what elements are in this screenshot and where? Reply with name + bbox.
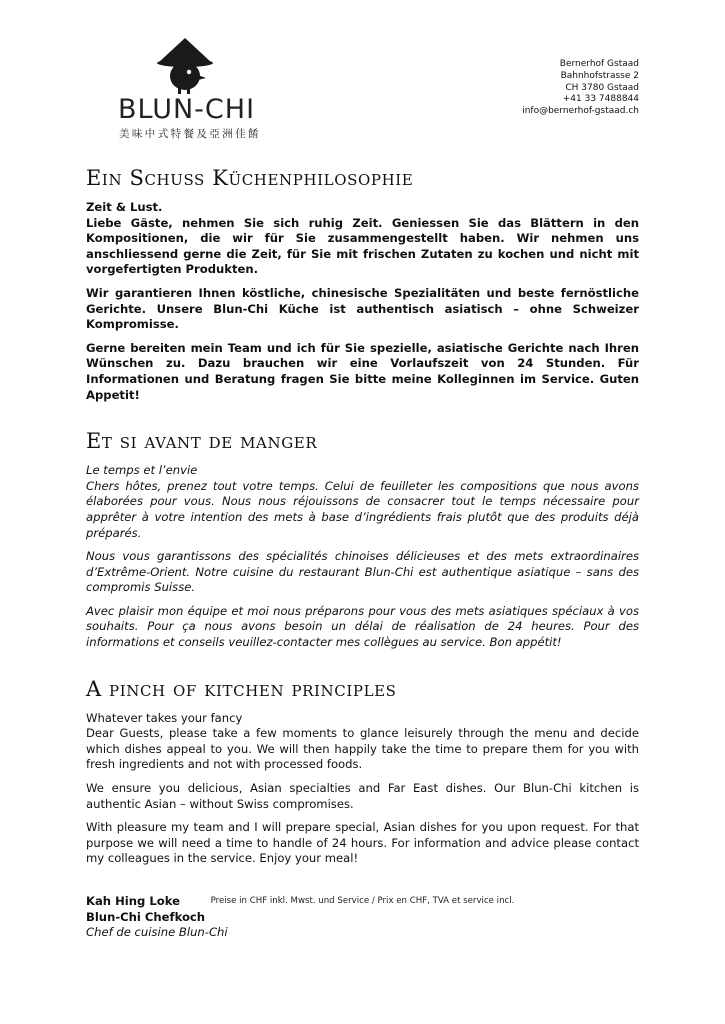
address-block (522, 59, 639, 118)
paragraph: We ensure you delicious, Asian specialties and Far East dishes. Our Blun-Chi kitchen is authentic Asian – without Swiss compromises. (86, 781, 639, 811)
logo-tagline: 美味中式特餐及亞洲佳餚 (119, 128, 261, 140)
paragraph: With pleasure my team and I will prepare special, Asian dishes for you upon request. For that purpose we will need a time to handle of 24 hours. For information and advice please contact my colleagues in the service. Enjoy your meal! (86, 820, 639, 866)
section-heading: Et si avant de manger (86, 429, 318, 454)
paragraph: Whatever takes your fancy Dear Guests, please take a few moments to glance leisurely through the menu and decide which dishes appeal to you. We will then happily take the time to prepare them for you with fresh ingredients and not with processed foods. (86, 710, 639, 772)
signature-role-de: Blun-Chi Chefkoch (86, 909, 206, 924)
section-heading: A pinch of kitchen principles (86, 676, 397, 701)
section-german (86, 166, 639, 403)
address-phone: +41 33 7488844 (562, 94, 639, 105)
address-line: Bernerhof Gstaad (559, 59, 639, 69)
section-heading: Ein Schuss Küchenphilosophie (86, 166, 414, 190)
logo-wordmark: BLUN-CHI (118, 94, 256, 125)
section-english (86, 677, 639, 867)
address-email: info@bernerhof-gstaad.ch (522, 106, 639, 117)
section-french (86, 429, 639, 651)
paragraph: Avec plaisir mon équipe et moi nous préparons pour vous des mets asiatiques spéciaux à vos souhaits. Pour ça nous avons besoin un délai de réalisation de 24 heures. Pour des informations et conseils veuillez-contacter mes collègues au service. Bon appétit! (86, 603, 639, 650)
chef-hat-bird-icon (154, 36, 216, 94)
paragraph: Zeit & Lust. Liebe Gäste, nehmen Sie sich ruhig Zeit. Geniessen Sie das Blättern in den Kompositionen, die wir für Sie zusammengestellt haben. Wir nehmen uns anschliessend gerne die Zeit, für Sie mit frischen Zutaten zu kochen und nicht mit vorgefertigten Produkten. (86, 200, 639, 277)
price-note: Preise in CHF inkl. Mwst. und Service / Prix en CHF, TVA et service incl. (210, 896, 515, 906)
paragraph: Gerne bereiten mein Team und ich für Sie spezielle, asiatische Gerichte nach Ihren Wünschen zu. Dazu brauchen wir eine Vorlaufszeit von 24 Stunden. Für Informationen und Beratung fragen Sie bitte meine Kolleginnen im Service. Guten Appetit! (86, 340, 639, 402)
paragraph: Le temps et l’envie Chers hôtes, prenez tout votre temps. Celui de feuilleter les compositions que nous avons élaborées pour vous. Nous nous réjouissons de consacrer tout le temps nécessaire pour apprêter à votre intention des mets à base d’ingrédients frais plutôt que des produits déjà préparés. (86, 463, 639, 540)
paragraph: Wir garantieren Ihnen köstliche, chinesische Spezialitäten und beste fernöstliche Gerichte. Unsere Blun-Chi Küche ist authentisch asiatisch – ohne Schweizer Kompromisse. (86, 285, 639, 332)
address-line: CH 3780 Gstaad (565, 82, 639, 93)
content (86, 166, 639, 941)
signature-role-fr: Chef de cuisine Blun-Chi (86, 925, 228, 940)
address-line: Bahnhofstrasse 2 (560, 70, 639, 81)
paragraph: Nous vous garantissons des spécialités chinoises délicieuses et des mets extraordinaires d’Extrême-Orient. Notre cuisine du restaurant Blun-Chi est authentique asiatique – sans des compromis Suisse. (86, 549, 639, 595)
restaurant-logo (112, 36, 282, 138)
signature-name: Kah Hing Loke (86, 894, 180, 908)
